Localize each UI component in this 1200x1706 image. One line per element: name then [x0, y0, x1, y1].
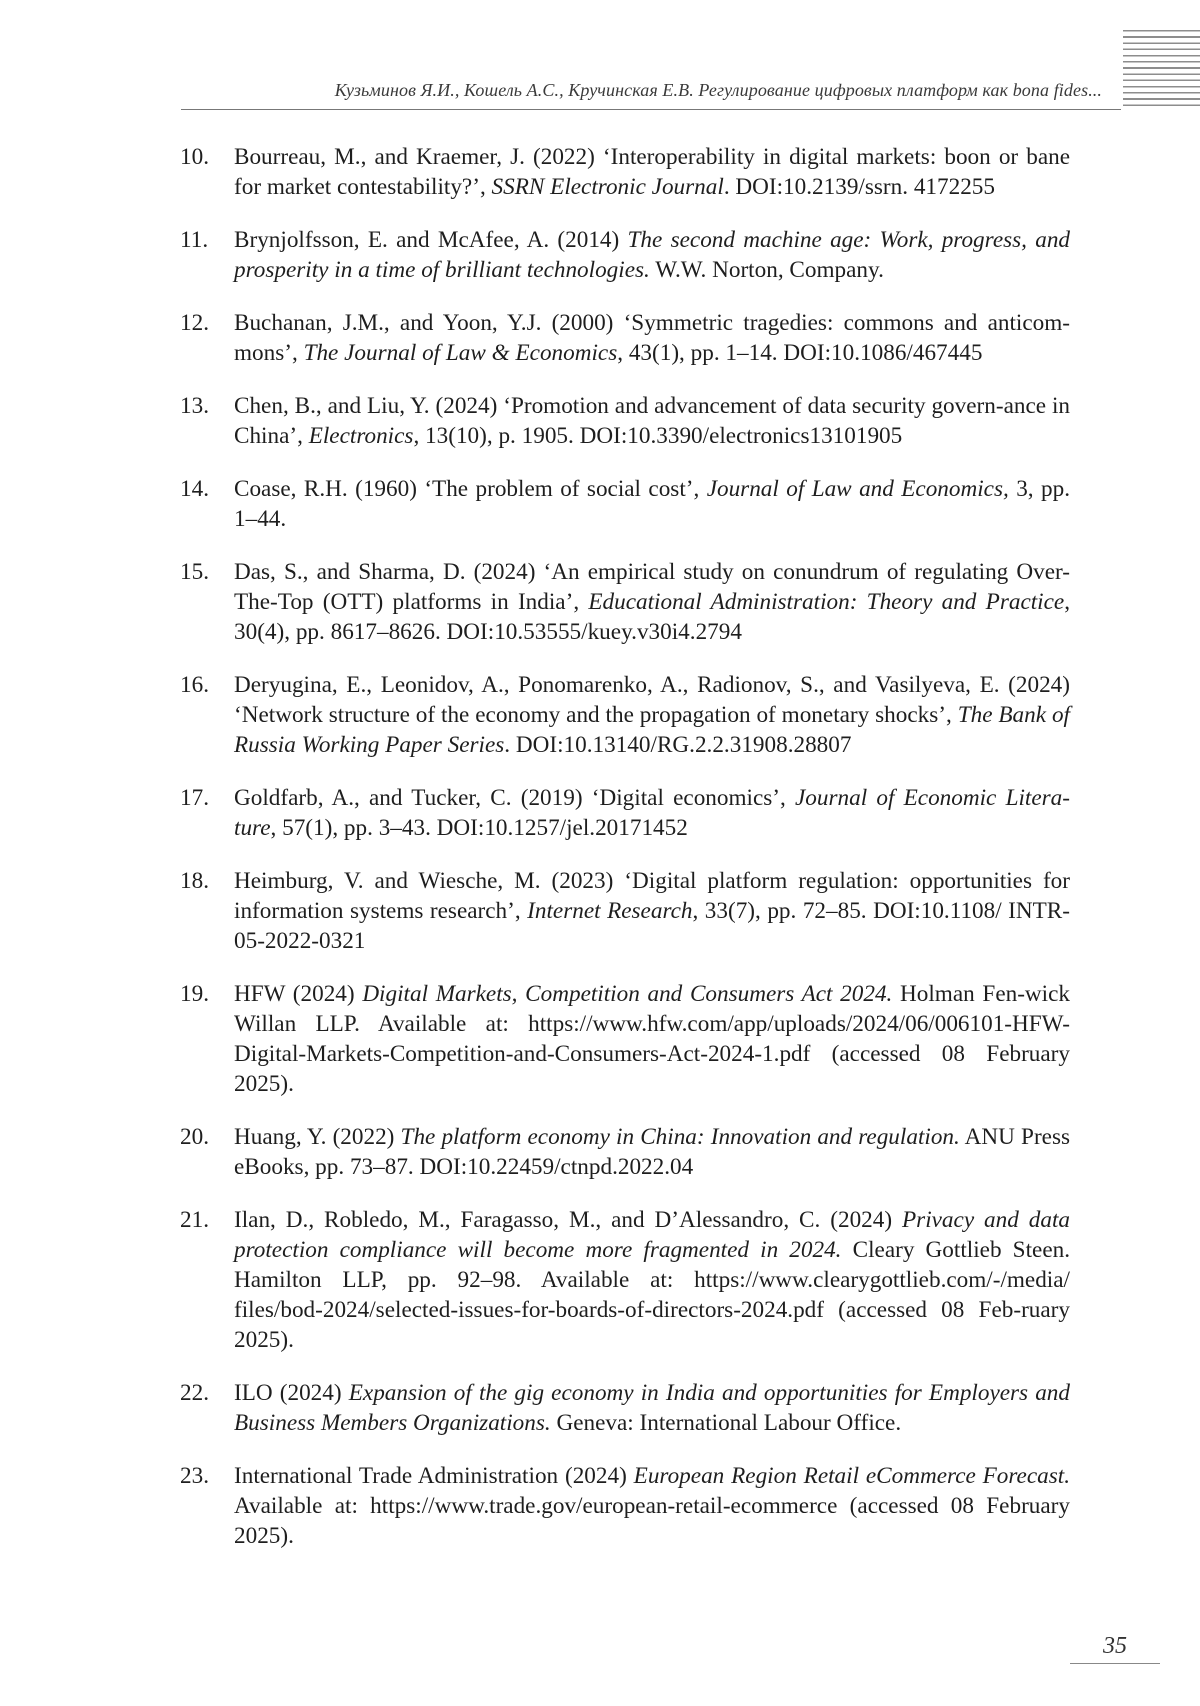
reference-title-italic: European Region Retail eCommerce Forecast. [633, 1463, 1070, 1489]
reference-list [0, 142, 1200, 1574]
reference-text [234, 227, 1070, 283]
reference-item [0, 1205, 1070, 1355]
reference-text-segment: ANU Press eBooks, pp. 73–87. DOI:10.22459/ctnpd.2022.04 [234, 1124, 1071, 1180]
reference-number: 11. [180, 227, 209, 253]
reference-item [0, 1378, 1070, 1438]
reference-item [0, 1122, 1070, 1182]
reference-text [234, 559, 1070, 645]
reference-title-italic: The platform economy in China: Innovation and regulation. [400, 1124, 960, 1150]
reference-number: 13. [180, 393, 209, 419]
reference-number: 10. [180, 144, 209, 170]
reference-text [234, 981, 1070, 1097]
reference-title-italic: Journal of Economic Litera-ture [234, 785, 1070, 841]
reference-title-italic: Journal of Law and Economics, [706, 476, 1009, 502]
reference-title-italic: Internet Research [527, 898, 693, 924]
reference-text [234, 672, 1070, 758]
header-decorative-stripes [1123, 30, 1200, 110]
reference-item [0, 142, 1070, 202]
reference-text-segment: Holman Fen-wick Willan LLP. Available at: https://www.hfw.com/app/uploads/2024/06/006101-HFW-Digital-Markets-Competition-and-Consumers-Act-2024-1.pdf (accessed 08 February 2025). [234, 981, 1070, 1097]
reference-text [234, 1124, 1070, 1180]
footer-rule [1070, 1663, 1160, 1664]
reference-text-segment: Huang, Y. (2022) [234, 1124, 401, 1150]
reference-number: 15. [180, 559, 209, 585]
reference-title-italic: Electronics [308, 423, 414, 449]
reference-text [234, 785, 1070, 841]
reference-item [0, 557, 1070, 647]
reference-item [0, 225, 1070, 285]
reference-number: 12. [180, 310, 209, 336]
reference-title-italic: Educational Administration: Theory and Practice [588, 589, 1065, 615]
reference-item [0, 670, 1070, 760]
reference-text-segment: Chen, B., and Liu, Y. (2024) ‘Promotion and advancement of data security govern-ance in China’, [234, 393, 1070, 449]
reference-number: 20. [180, 1124, 209, 1150]
reference-text-segment: Ilan, D., Robledo, M., Faragasso, M., and D’Alessandro, C. (2024) [234, 1207, 903, 1233]
reference-text-segment: , 33(7), pp. 72–85. DOI:10.1108/ INTR-05-2022-0321 [234, 898, 1070, 954]
reference-text-segment: Heimburg, V. and Wiesche, M. (2023) ‘Digital platform regulation: opportunities for information systems research’, [234, 868, 1070, 924]
reference-item [0, 783, 1070, 843]
reference-item [0, 308, 1070, 368]
reference-text-segment: HFW (2024) [234, 981, 363, 1007]
reference-number: 16. [180, 672, 209, 698]
reference-text-segment: Cleary Gottlieb Steen. Hamilton LLP, pp. 92–98. Available at: https://www.clearygottlieb.com/-/media/ files/bod-2024/selected-issues-for-boards-of-directors-2024.pdf (accessed 08 Feb-ruary 2025). [234, 1237, 1070, 1353]
reference-text-segment: Brynjolfsson, E. and McAfee, A. (2014) [234, 227, 628, 253]
reference-title-italic: The second machine age: Work, progress, and prosperity in a time of brilliant technologies. [234, 227, 1071, 283]
reference-text [234, 476, 1070, 532]
reference-text-segment: Deryugina, E., Leonidov, A., Ponomarenko, A., Radionov, S., and Vasilyeva, E. (2024) ‘Network structure of the economy and the propagation of monetary shocks’, [234, 672, 1070, 728]
reference-item [0, 391, 1070, 451]
reference-text-segment: . DOI:10.2139/ssrn. 4172255 [723, 174, 995, 200]
reference-text [234, 1207, 1070, 1353]
reference-number: 22. [180, 1380, 209, 1406]
reference-item [0, 1461, 1070, 1551]
reference-text-segment: Coase, R.H. (1960) ‘The problem of social cost’, [234, 476, 707, 502]
reference-number: 14. [180, 476, 209, 502]
reference-text-segment: 3, pp. 1–44. [234, 476, 1070, 532]
reference-text-segment: International Trade Administration (2024) [234, 1463, 634, 1489]
reference-text-segment: . DOI:10.13140/RG.2.2.31908.28807 [504, 732, 852, 758]
reference-text-segment: , 43(1), pp. 1–14. DOI:10.1086/467445 [617, 340, 983, 366]
reference-number: 18. [180, 868, 209, 894]
reference-text-segment: Das, S., and Sharma, D. (2024) ‘An empirical study on conundrum of regulating Over-The-Top (OTT) platforms in India’, [234, 559, 1070, 615]
reference-text-segment: , 13(10), p. 1905. DOI:10.3390/electronics13101905 [413, 423, 903, 449]
reference-title-italic: Expansion of the gig economy in India and opportunities for Employers and Business Members Organizations. [234, 1380, 1070, 1436]
reference-text-segment: Bourreau, M., and Kraemer, J. (2022) ‘Interoperability in digital markets: boon or bane for market contestability?’, [234, 144, 1070, 200]
reference-text [234, 310, 1070, 366]
reference-number: 19. [180, 981, 209, 1007]
running-head: Кузьминов Я.И., Кошель А.С., Кручинская Е.В. Регулирование цифровых платформ как bona fides... [334, 80, 1102, 100]
reference-text-segment: ILO (2024) [234, 1380, 349, 1406]
reference-text-segment: Goldfarb, A., and Tucker, C. (2019) ‘Digital economics’, [234, 785, 796, 811]
reference-text-segment: Buchanan, J.M., and Yoon, Y.J. (2000) ‘Symmetric tragedies: commons and anticom-mons’, [234, 310, 1070, 366]
reference-title-italic: Privacy and data protection compliance will become more fragmented in 2024. [234, 1207, 1070, 1263]
header-rule [181, 109, 1121, 110]
reference-number: 17. [180, 785, 209, 811]
reference-text [234, 1463, 1070, 1549]
page-number: 35 [1103, 1633, 1127, 1659]
reference-text-segment: , 30(4), pp. 8617–8626. DOI:10.53555/kuey.v30i4.2794 [234, 589, 1070, 645]
reference-item [0, 866, 1070, 956]
reference-text-segment: W.W. Norton, Company. [649, 257, 884, 283]
reference-text [234, 1380, 1070, 1436]
reference-number: 23. [180, 1463, 209, 1489]
reference-title-italic: The Journal of Law & Economics [303, 340, 618, 366]
reference-title-italic: SSRN Electronic Journal [491, 174, 724, 200]
reference-item [0, 979, 1070, 1099]
reference-text-segment: Geneva: International Labour Office. [550, 1410, 902, 1436]
reference-text [234, 868, 1070, 954]
reference-item [0, 474, 1070, 534]
reference-text [234, 393, 1070, 449]
reference-text [234, 144, 1070, 200]
reference-text-segment: Available at: https://www.trade.gov/european-retail-ecommerce (accessed 08 February 2025). [234, 1493, 1070, 1549]
reference-title-italic: Digital Markets, Competition and Consumers Act 2024. [362, 981, 893, 1007]
reference-number: 21. [180, 1207, 209, 1233]
reference-text-segment: , 57(1), pp. 3–43. DOI:10.1257/jel.20171452 [270, 815, 688, 841]
reference-title-italic: The Bank of Russia Working Paper Series [234, 702, 1070, 758]
